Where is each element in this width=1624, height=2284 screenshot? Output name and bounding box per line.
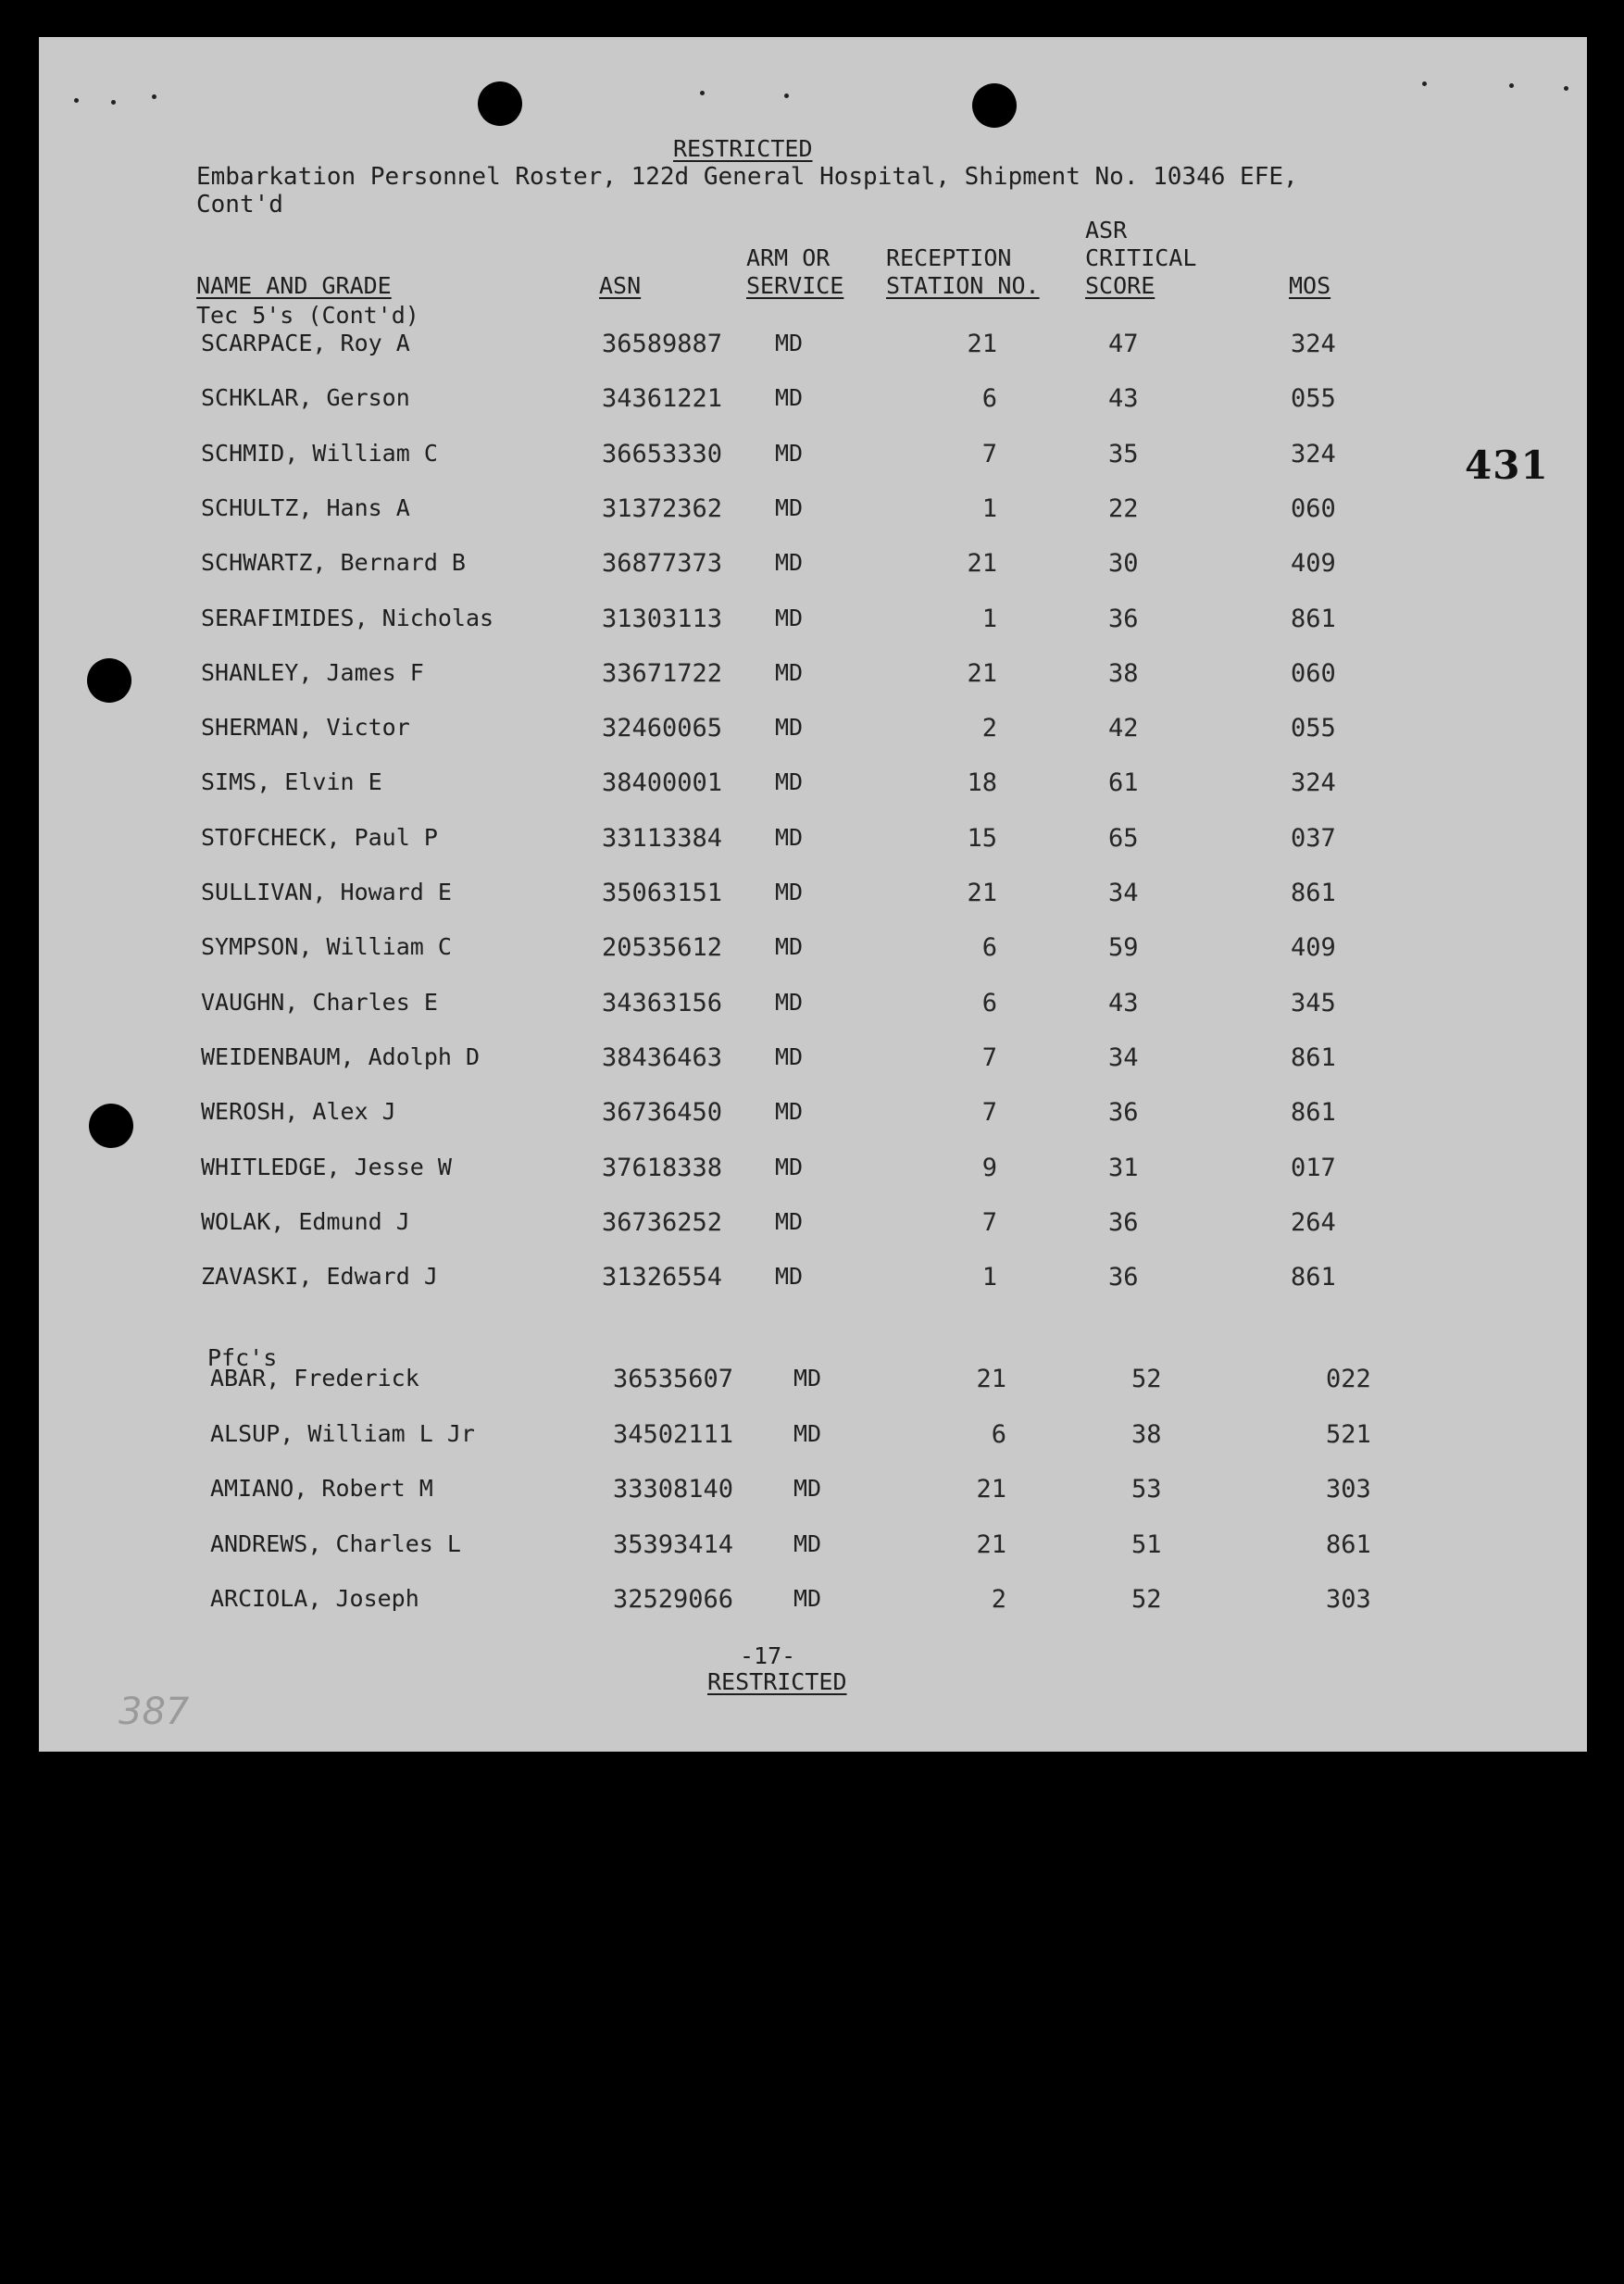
cell-mos: 037	[1291, 823, 1336, 853]
speck	[784, 94, 789, 98]
cell-arm: MD	[775, 823, 804, 851]
cell-asn: 35063151	[602, 879, 723, 907]
cell-mos: 055	[1291, 384, 1336, 414]
page-stamp-number: 431	[1465, 443, 1549, 488]
speck	[1564, 86, 1568, 91]
cell-station: 21	[976, 1365, 1006, 1393]
cell-name: SHERMAN, Victor	[201, 714, 410, 742]
section-heading: Tec 5's (Cont'd)	[196, 302, 419, 329]
cell-name: SIMS, Elvin E	[201, 768, 382, 796]
cell-score: 43	[1108, 988, 1139, 1017]
cell-score: 36	[1108, 1098, 1139, 1128]
col-station-header-2: STATION NO.	[886, 272, 1040, 299]
cell-arm: MD	[775, 549, 804, 577]
cell-name: WEIDENBAUM, Adolph D	[201, 1042, 481, 1070]
cell-station: 1	[981, 1263, 997, 1292]
cell-mos: 324	[1291, 439, 1336, 468]
cell-name: ABAR, Frederick	[210, 1365, 419, 1392]
col-score-header-2: CRITICAL	[1085, 244, 1197, 271]
cell-asn: 36736252	[602, 1207, 723, 1237]
cell-mos: 017	[1291, 1153, 1336, 1182]
cell-arm: MD	[775, 988, 804, 1016]
cell-name: WHITLEDGE, Jesse W	[201, 1153, 452, 1180]
cell-mos: 409	[1291, 933, 1336, 963]
cell-name: SULLIVAN, Howard E	[201, 879, 452, 905]
cell-asn: 33113384	[602, 823, 723, 853]
cell-mos: 303	[1326, 1585, 1371, 1614]
cell-score: 53	[1131, 1475, 1162, 1504]
cell-station: 6	[981, 933, 997, 963]
cell-mos: 861	[1291, 879, 1336, 907]
cell-asn: 36877373	[602, 549, 723, 579]
cell-station: 21	[976, 1529, 1006, 1559]
cell-arm: MD	[775, 879, 804, 905]
cell-score: 43	[1108, 384, 1139, 414]
cell-score: 65	[1108, 823, 1139, 853]
cell-mos: 861	[1291, 604, 1336, 633]
cell-arm: MD	[793, 1585, 822, 1612]
cell-asn: 38400001	[602, 768, 723, 798]
cell-name: WEROSH, Alex J	[201, 1098, 396, 1126]
cell-name: ARCIOLA, Joseph	[210, 1585, 419, 1612]
cell-name: SHANLEY, James F	[201, 658, 424, 686]
pencil-note: 387	[119, 1691, 190, 1733]
cell-station: 1	[981, 604, 997, 633]
cell-name: SERAFIMIDES, Nicholas	[201, 604, 494, 631]
cell-station: 7	[981, 1207, 997, 1237]
cell-score: 51	[1131, 1529, 1162, 1559]
cell-asn: 32460065	[602, 714, 723, 743]
section-heading: Pfc's	[207, 1344, 278, 1371]
cell-mos: 303	[1326, 1475, 1371, 1504]
col-arm-header-1: ARM OR	[746, 244, 831, 271]
cell-score: 52	[1131, 1585, 1162, 1614]
col-asn-header: ASN	[599, 272, 642, 299]
cell-mos: 324	[1291, 768, 1336, 798]
col-score-header-1: ASR	[1085, 217, 1128, 243]
cell-station: 6	[981, 988, 997, 1017]
cell-station: 9	[981, 1153, 997, 1182]
cell-arm: MD	[775, 933, 804, 961]
cell-station: 2	[981, 714, 997, 743]
cell-asn: 31372362	[602, 493, 723, 523]
speck	[111, 100, 116, 105]
cell-score: 38	[1131, 1419, 1162, 1449]
cell-arm: MD	[775, 714, 804, 742]
cell-name: SCHWARTZ, Bernard B	[201, 549, 466, 577]
cell-mos: 521	[1326, 1419, 1371, 1449]
cell-name: VAUGHN, Charles E	[201, 988, 438, 1016]
cell-score: 34	[1108, 879, 1139, 907]
cell-station: 1	[981, 493, 997, 523]
speck	[1422, 81, 1427, 86]
cell-name: SCHMID, William C	[201, 439, 438, 467]
cell-mos: 264	[1291, 1207, 1336, 1237]
cell-station: 7	[981, 439, 997, 468]
cell-arm: MD	[793, 1475, 822, 1502]
cell-asn: 36535607	[613, 1365, 734, 1393]
cell-arm: MD	[775, 1153, 804, 1180]
cell-mos: 055	[1291, 714, 1336, 743]
cell-name: AMIANO, Robert M	[210, 1475, 433, 1502]
cell-mos: 861	[1291, 1263, 1336, 1292]
cell-arm: MD	[775, 1207, 804, 1235]
cell-asn: 34363156	[602, 988, 723, 1017]
cell-station: 15	[967, 823, 997, 853]
cell-asn: 31326554	[602, 1263, 723, 1292]
page-number: -17-	[740, 1642, 796, 1669]
cell-score: 36	[1108, 1207, 1139, 1237]
cell-arm: MD	[775, 1263, 804, 1291]
document-page	[39, 37, 1587, 1752]
punch-hole	[87, 658, 131, 703]
cell-station: 6	[991, 1419, 1006, 1449]
punch-hole	[478, 81, 522, 126]
cell-score: 34	[1108, 1042, 1139, 1072]
cell-station: 21	[967, 658, 997, 688]
cell-arm: MD	[775, 658, 804, 686]
cell-name: STOFCHECK, Paul P	[201, 823, 438, 851]
cell-score: 42	[1108, 714, 1139, 743]
punch-hole	[89, 1104, 133, 1148]
speck	[74, 98, 79, 103]
cell-mos: 324	[1291, 330, 1336, 358]
cell-asn: 32529066	[613, 1585, 734, 1614]
cell-name: SYMPSON, William C	[201, 933, 452, 961]
classification-header: RESTRICTED	[673, 135, 813, 162]
cell-mos: 345	[1291, 988, 1336, 1017]
cell-asn: 36589887	[602, 330, 723, 358]
cell-asn: 34361221	[602, 384, 723, 414]
cell-arm: MD	[793, 1419, 822, 1447]
cell-station: 21	[967, 330, 997, 358]
speck	[152, 94, 156, 99]
cell-score: 22	[1108, 493, 1139, 523]
col-score-header-3: SCORE	[1085, 272, 1156, 299]
cell-score: 31	[1108, 1153, 1139, 1182]
cell-arm: MD	[775, 330, 804, 356]
cell-score: 36	[1108, 1263, 1139, 1292]
cell-name: SCARPACE, Roy A	[201, 330, 410, 356]
cell-score: 59	[1108, 933, 1139, 963]
classification-footer: RESTRICTED	[707, 1668, 847, 1695]
cell-station: 7	[981, 1098, 997, 1128]
cell-mos: 409	[1291, 549, 1336, 579]
punch-hole	[972, 83, 1017, 128]
cell-asn: 38436463	[602, 1042, 723, 1072]
cell-score: 52	[1131, 1365, 1162, 1393]
cell-score: 36	[1108, 604, 1139, 633]
col-station-header-1: RECEPTION	[886, 244, 1012, 271]
cell-name: WOLAK, Edmund J	[201, 1207, 410, 1235]
cell-score: 61	[1108, 768, 1139, 798]
cell-name: SCHULTZ, Hans A	[201, 493, 410, 521]
cell-name: ALSUP, William L Jr	[210, 1419, 475, 1447]
cell-arm: MD	[775, 604, 804, 631]
cell-mos: 022	[1326, 1365, 1371, 1393]
cell-asn: 33671722	[602, 658, 723, 688]
cell-arm: MD	[775, 439, 804, 467]
cell-station: 18	[967, 768, 997, 798]
cell-name: SCHKLAR, Gerson	[201, 384, 410, 412]
cell-station: 7	[981, 1042, 997, 1072]
cell-asn: 36653330	[602, 439, 723, 468]
col-mos-header: MOS	[1289, 272, 1331, 299]
cell-score: 38	[1108, 658, 1139, 688]
cell-station: 2	[991, 1585, 1006, 1614]
cell-station: 21	[967, 879, 997, 907]
cell-arm: MD	[793, 1529, 822, 1557]
cell-arm: MD	[775, 1042, 804, 1070]
cell-asn: 35393414	[613, 1529, 734, 1559]
cell-asn: 37618338	[602, 1153, 723, 1182]
speck	[700, 91, 705, 95]
cell-mos: 060	[1291, 493, 1336, 523]
cell-mos: 861	[1291, 1098, 1336, 1128]
cell-score: 30	[1108, 549, 1139, 579]
cell-score: 47	[1108, 330, 1139, 358]
cell-arm: MD	[793, 1365, 822, 1392]
speck	[1509, 83, 1514, 88]
cell-mos: 861	[1326, 1529, 1371, 1559]
cell-asn: 34502111	[613, 1419, 734, 1449]
cell-mos: 060	[1291, 658, 1336, 688]
cell-asn: 33308140	[613, 1475, 734, 1504]
col-arm-header-2: SERVICE	[746, 272, 844, 299]
cell-score: 35	[1108, 439, 1139, 468]
cell-arm: MD	[775, 384, 804, 412]
roster-title: Embarkation Personnel Roster, 122d General Hospital, Shipment No. 10346 EFE,	[196, 163, 1298, 191]
cell-station: 6	[981, 384, 997, 414]
roster-title-contd: Cont'd	[196, 191, 283, 218]
cell-asn: 20535612	[602, 933, 723, 963]
cell-mos: 861	[1291, 1042, 1336, 1072]
cell-arm: MD	[775, 768, 804, 796]
cell-name: ZAVASKI, Edward J	[201, 1263, 438, 1291]
cell-asn: 36736450	[602, 1098, 723, 1128]
cell-arm: MD	[775, 493, 804, 521]
cell-asn: 31303113	[602, 604, 723, 633]
col-name-header: NAME AND GRADE	[196, 272, 392, 299]
cell-station: 21	[976, 1475, 1006, 1504]
cell-name: ANDREWS, Charles L	[210, 1529, 461, 1557]
cell-station: 21	[967, 549, 997, 579]
cell-arm: MD	[775, 1098, 804, 1126]
